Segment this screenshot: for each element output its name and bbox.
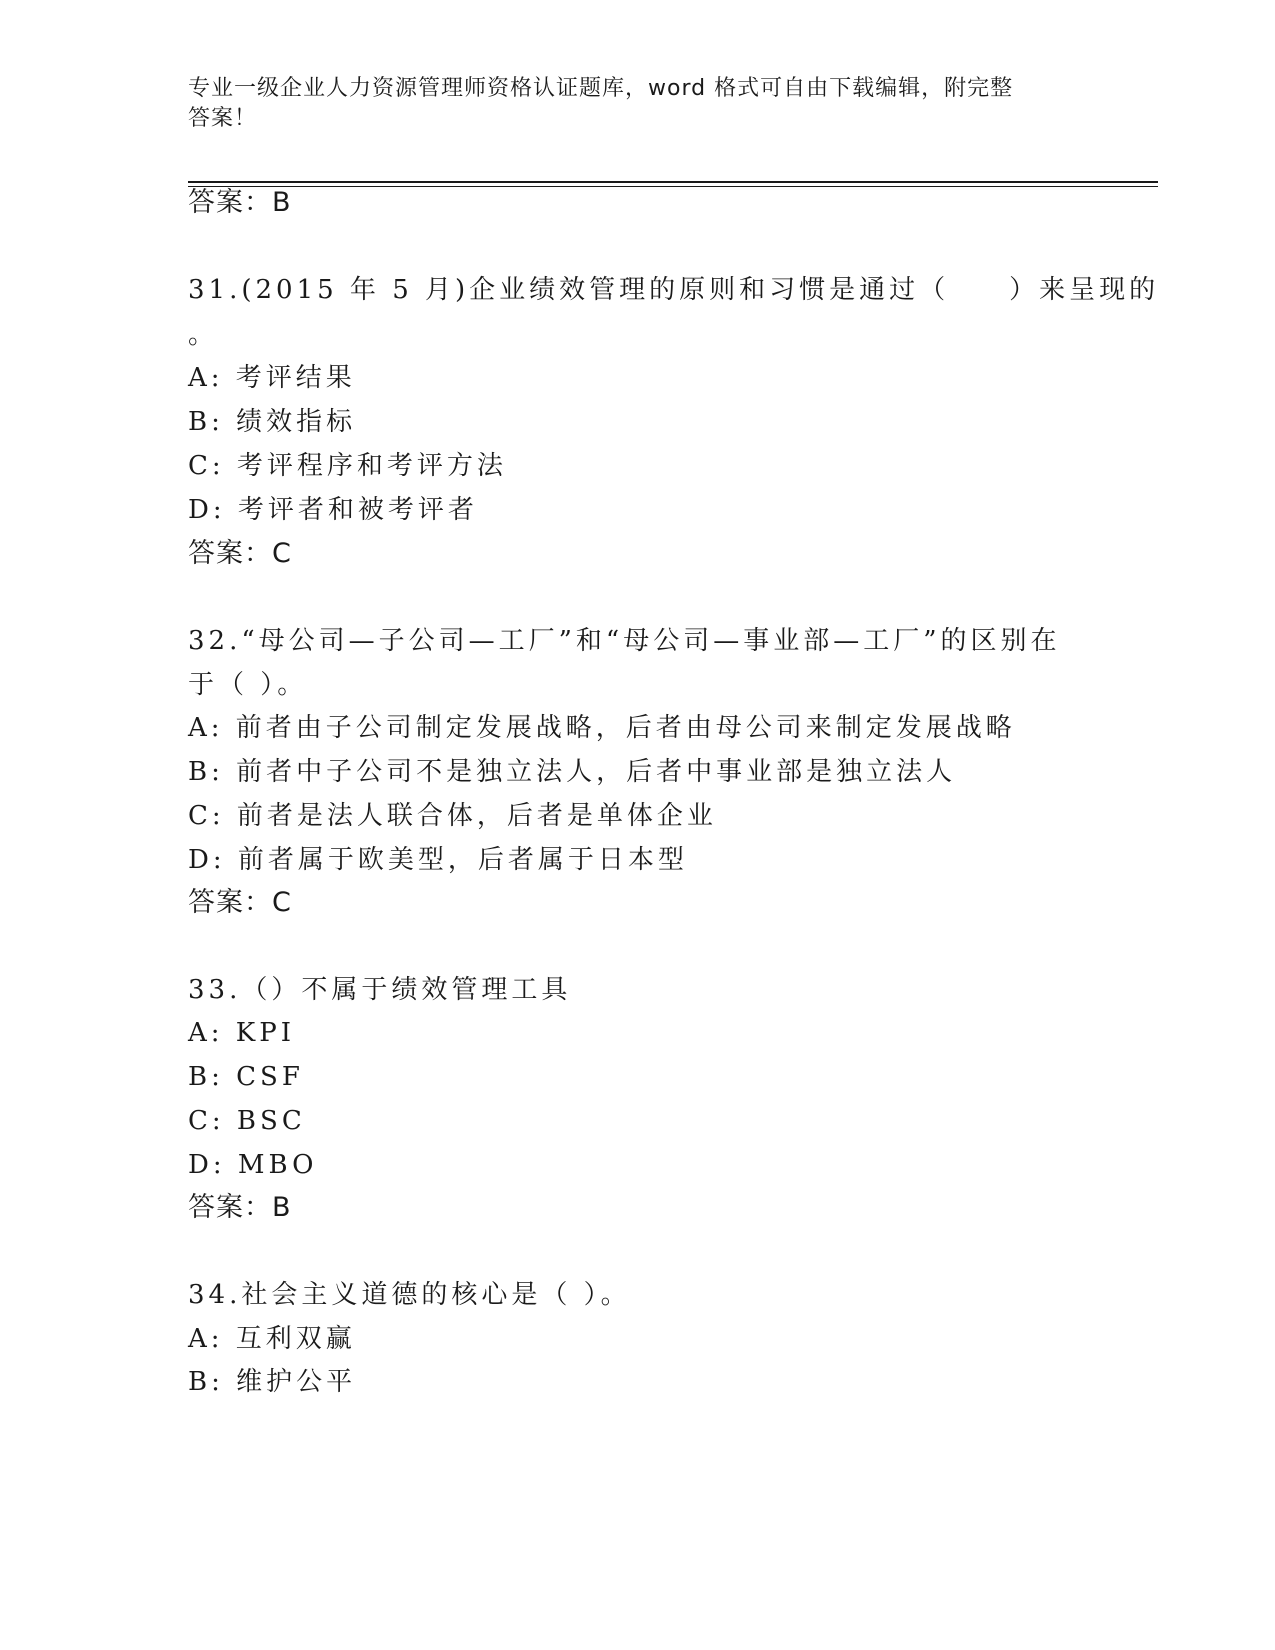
document-header	[188, 74, 1088, 134]
question-31-option-c: C: 考评程序和考评方法	[188, 451, 507, 481]
question-32-text-cont: 于（ ）。	[188, 670, 308, 700]
header-divider-thin	[188, 186, 1158, 187]
answer-33: 答案：B	[188, 1192, 292, 1223]
header-line-2: 答案！	[188, 106, 258, 131]
question-31-option-d: D: 考评者和被考评者	[188, 495, 478, 525]
question-33-option-b: B: CSF	[188, 1062, 304, 1092]
question-33-option-a: A: KPI	[188, 1018, 295, 1048]
answer-31: 答案：C	[188, 538, 292, 569]
question-33-option-d: D: MBO	[188, 1150, 318, 1180]
question-31-option-b: B: 绩效指标	[188, 407, 357, 437]
answer-30: 答案：B	[188, 187, 292, 218]
question-32-text: 32.“母公司—子公司—工厂”和“母公司—事业部—工厂”的区别在	[188, 626, 1061, 656]
question-33-option-c: C: BSC	[188, 1106, 306, 1136]
question-34-option-b: B: 维护公平	[188, 1367, 357, 1397]
question-31-text: 31.(2015 年 5 月)企业绩效管理的原则和习惯是通过（ ）来呈现的	[188, 275, 1160, 305]
header-divider-thick	[188, 181, 1158, 183]
question-32-option-a: A: 前者由子公司制定发展战略，后者由母公司来制定发展战略	[188, 713, 1016, 743]
question-32-option-d: D: 前者属于欧美型，后者属于日本型	[188, 845, 688, 875]
answer-32: 答案：C	[188, 887, 292, 918]
question-32-option-c: C: 前者是法人联合体，后者是单体企业	[188, 801, 717, 831]
question-31-option-a: A: 考评结果	[188, 363, 356, 393]
question-33-text: 33.（）不属于绩效管理工具	[188, 975, 572, 1005]
question-31-text-cont: 。	[188, 320, 219, 350]
question-32-option-b: B: 前者中子公司不是独立法人，后者中事业部是独立法人	[188, 757, 957, 787]
header-line-1: 专业一级企业人力资源管理师资格认证题库，word 格式可自由下载编辑，附完整	[188, 76, 1014, 101]
question-34-text: 34.社会主义道德的核心是（ ）。	[188, 1280, 631, 1310]
question-34-option-a: A: 互利双赢	[188, 1324, 356, 1354]
